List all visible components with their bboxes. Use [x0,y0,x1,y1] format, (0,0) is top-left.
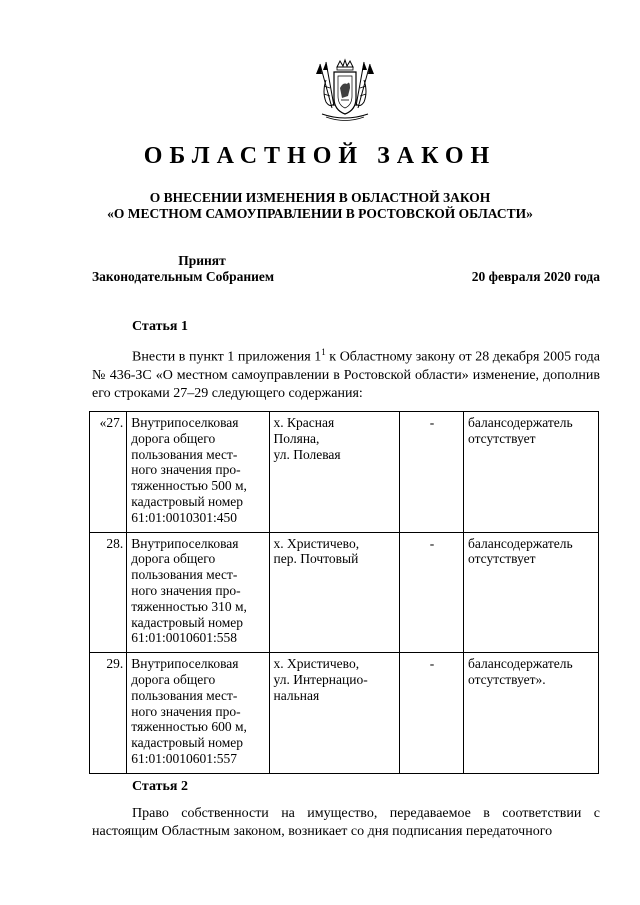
subtitle-line-2: «О МЕСТНОМ САМОУПРАВЛЕНИИ В РОСТОВСКОЙ ОБЛАСТИ» [107,206,533,221]
road-description-line: дорога общего [131,430,216,446]
empty-cell-dash: - [400,532,464,653]
road-location [269,412,399,533]
balance-holder-line: балансодержатель [468,535,573,551]
row-number: «27. [90,412,127,533]
road-description [127,412,269,533]
article-1-text [92,343,600,403]
road-description-line: ного значения про- [131,582,241,598]
adoption-date: 20 февраля 2020 года [471,269,600,284]
article-2-text-body: Право собственности на имущество, передаваемое в соответствии с настоящим Областным законом, возникает со дня подписания передаточного [92,806,600,839]
row-number: 29. [90,653,127,774]
road-description-line: кадастровый номер [131,493,244,509]
road-location [269,653,399,774]
balance-holder [464,532,599,653]
road-description [127,653,269,774]
road-location-line: ул. Полевая [273,446,341,462]
road-description-line: Внутрипоселковая [131,415,239,430]
road-location-line: Поляна, [273,430,320,446]
balance-holder-line: отсутствует [468,430,536,446]
road-description-line: 61:01:0010601:557 [131,750,237,766]
road-location-line: х. Красная [273,415,335,430]
accepted-label: Принят [178,253,226,268]
road-description-line: ного значения про- [131,703,241,719]
article-2-heading: Статья 2 [132,779,188,794]
subtitle-line-1: О ВНЕСЕНИИ ИЗМЕНЕНИЯ В ОБЛАСТНОЙ ЗАКОН [149,190,491,205]
road-description-line: ного значения про- [131,462,241,478]
table-row [90,653,599,774]
balance-holder-line: отсутствует [468,551,536,567]
road-description-line: тяженностью 500 м, [131,478,247,494]
road-location [269,532,399,653]
article-1-text-part1: Внести в пункт 1 приложения 1 [132,349,322,365]
road-location-line: х. Христичево, [273,535,360,551]
balance-holder [464,412,599,533]
balance-holder-line: балансодержатель [468,656,573,672]
road-description-line: Внутрипоселковая [131,535,239,551]
road-description-line: дорога общего [131,551,216,567]
coat-of-arms-icon [312,58,378,124]
accepted-by: Законодательным Собранием [92,269,275,284]
property-table-body [90,412,599,774]
road-description-line: кадастровый номер [131,614,244,630]
road-description-line: тяженностью 310 м, [131,598,247,614]
road-description-line: кадастровый номер [131,735,244,751]
road-description-line: 61:01:0010301:450 [131,509,237,525]
article-1-heading: Статья 1 [132,319,188,334]
document-subtitle [0,190,640,222]
road-description-line: пользования мест- [131,567,238,583]
road-description-line: дорога общего [131,671,216,687]
balance-holder-line: отсутствует». [468,671,546,687]
road-description-line: Внутрипоселковая [131,656,239,672]
balance-holder-line: балансодержатель [468,415,573,430]
balance-holder [464,653,599,774]
adoption-block [92,253,312,285]
road-description-line: пользования мест- [131,687,238,703]
road-location-line: х. Христичево, [273,656,360,672]
document-title: ОБЛАСТНОЙ ЗАКОН [143,143,497,169]
road-location-line: пер. Почтовый [273,551,359,567]
article-1-text-part2: к Областному закону от 28 декабря 2005 года № 436-ЗС «О местном самоуправлении в Ростовской области» изменение, дополнив его строками 27–29 следующего содержания: [92,349,600,401]
article-1-superscript: 1 [321,347,326,357]
empty-cell-dash: - [400,412,464,533]
table-row [90,532,599,653]
empty-cell-dash: - [400,653,464,774]
property-table [89,411,599,774]
road-description-line: тяженностью 600 м, [131,719,247,735]
road-description-line: 61:01:0010601:558 [131,630,237,646]
row-number: 28. [90,532,127,653]
article-2-text [92,805,600,849]
road-location-line: ул. Интернацио- [273,671,368,687]
road-description [127,532,269,653]
table-row [90,412,599,533]
road-description-line: пользования мест- [131,446,238,462]
road-location-line: нальная [273,687,320,703]
